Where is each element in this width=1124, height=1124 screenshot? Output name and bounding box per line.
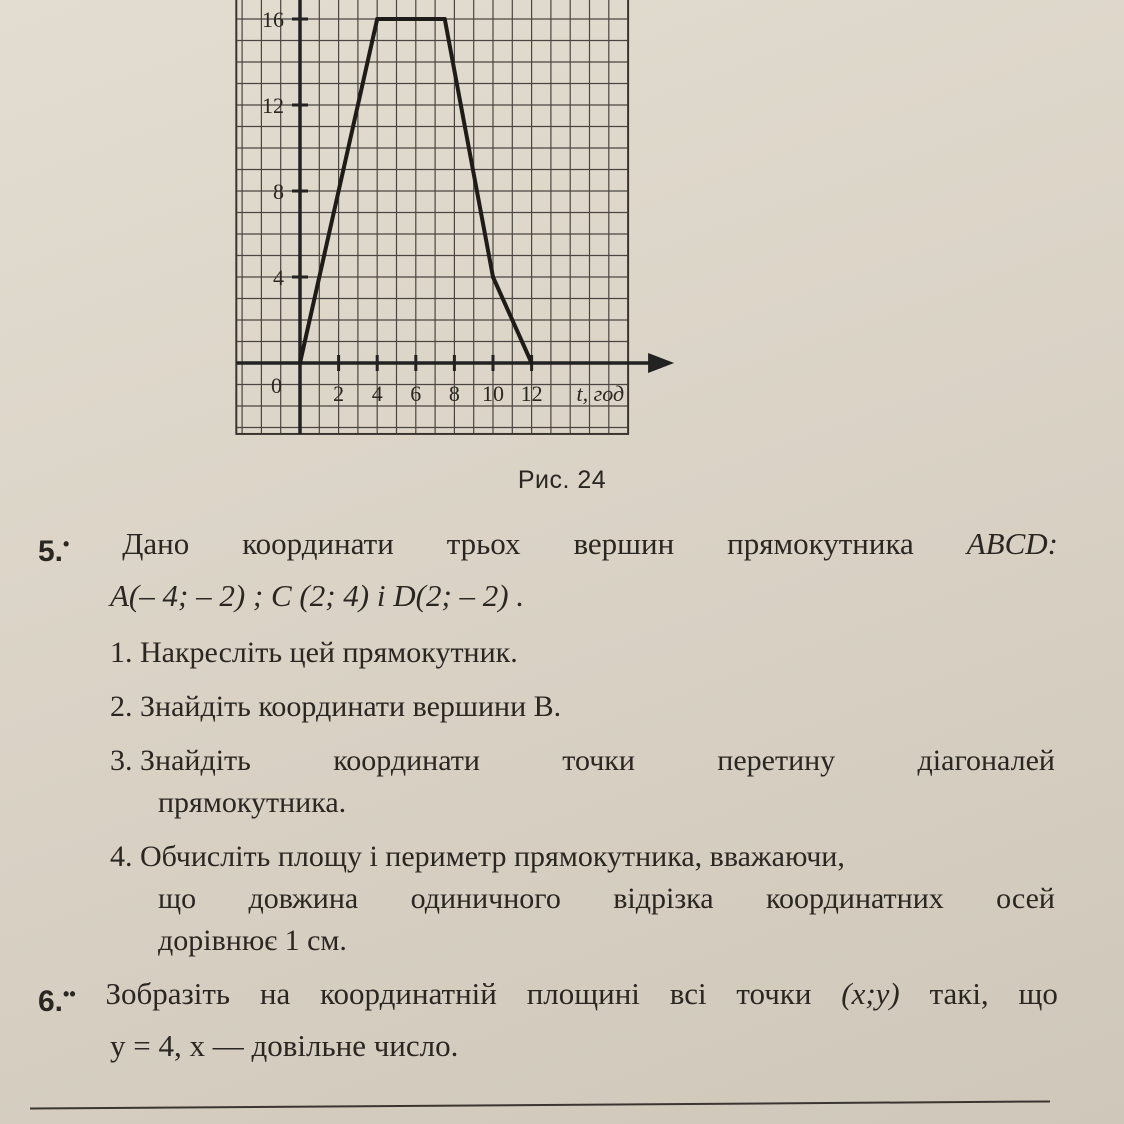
- x-tick-label: 12: [520, 381, 543, 406]
- y-tick-label: 4: [273, 265, 284, 290]
- statement-word: прямокутника: [727, 526, 914, 561]
- data-point: [443, 17, 447, 21]
- data-point: [530, 361, 534, 365]
- x-tick-label: 8: [448, 381, 460, 406]
- y-tick-label: 8: [273, 179, 284, 204]
- list-item: 1. Накресліть цей прямокутник.: [110, 636, 518, 669]
- grid-border: [236, 0, 628, 434]
- problem-6-condition: y = 4, x — довільне число.: [110, 1028, 459, 1063]
- list-item: 4. Обчисліть площу і периметр прямокутника, вважаючи, що довжина одиничного відрізка координатних осей дорівнює 1 см.: [110, 840, 1055, 957]
- x-tick-label: 2: [333, 381, 345, 406]
- x-tick-label: 4: [371, 381, 383, 406]
- page-divider: [30, 1100, 1050, 1109]
- figure-caption: Рис. 24: [517, 466, 607, 494]
- problem-5-line-1: [38, 522, 1058, 574]
- statement-word: трьох: [446, 526, 521, 561]
- data-point: [375, 17, 379, 21]
- statement-word: ABCD:: [966, 526, 1058, 561]
- statement-word: координати: [242, 526, 394, 561]
- problem-6-statement: [38, 972, 1058, 1068]
- list-item: 2. Знайдіть координати вершини B.: [110, 690, 562, 723]
- x-tick-label: 6: [410, 381, 422, 406]
- x-axis-arrow: [648, 353, 674, 373]
- data-point: [491, 275, 495, 279]
- problem-5-statement: [38, 522, 1058, 618]
- problem-5-number: 5.: [38, 535, 64, 568]
- list-item: 3. Знайдіть координати точки перетину діагоналей прямокутника.: [110, 744, 1055, 819]
- x-axis-label: t, год: [576, 381, 625, 406]
- origin-label: 0: [271, 373, 282, 398]
- statement-word: вершин: [573, 526, 675, 561]
- figure-graph: [150, 0, 970, 470]
- problem-5-items: [110, 632, 1055, 974]
- y-tick-label: 12: [262, 93, 284, 118]
- x-tick-label: 10: [482, 381, 504, 406]
- problem-6-line-1: 6.•• Зобразіть на координатній площині всі точки (x;y) такі, що: [38, 976, 1058, 1018]
- difficulty-mark: •: [63, 534, 70, 554]
- data-point: [298, 361, 302, 365]
- problem-5-points: A(– 4; – 2) ; C (2; 4) і D(2; – 2) .: [110, 578, 525, 613]
- y-tick-label: 16: [262, 7, 284, 32]
- statement-word: Дано: [122, 526, 190, 561]
- problem-6-number: 6.: [38, 985, 64, 1018]
- difficulty-mark: ••: [63, 984, 76, 1004]
